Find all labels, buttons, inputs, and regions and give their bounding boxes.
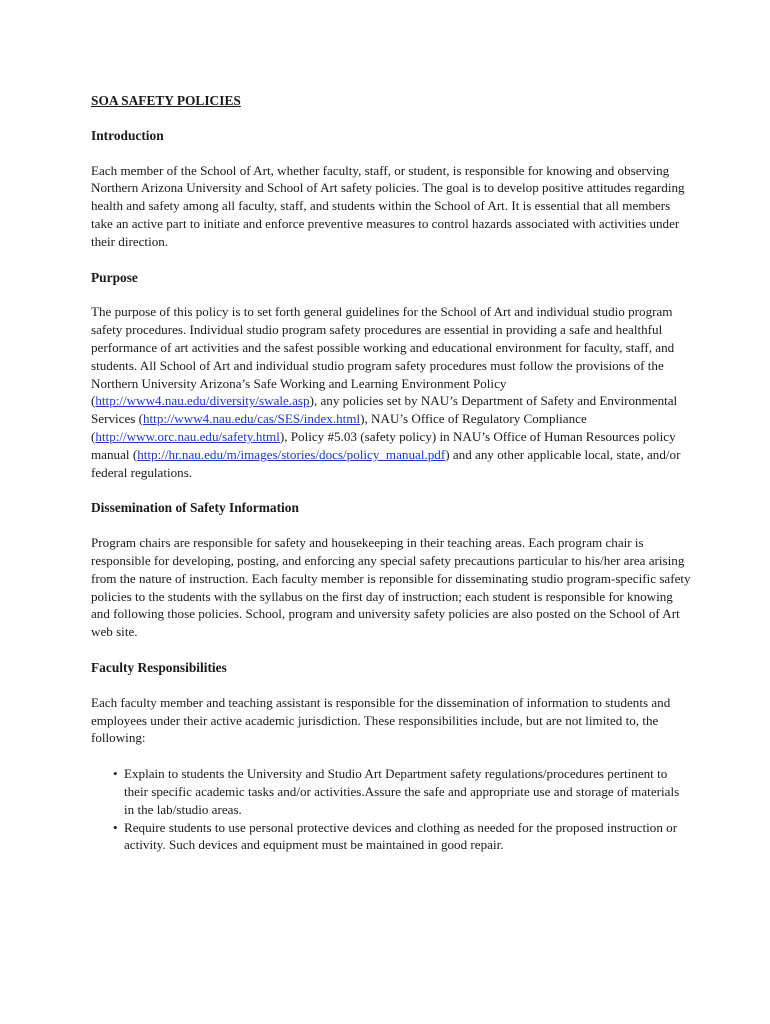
document-title: SOA SAFETY POLICIES bbox=[91, 93, 241, 108]
list-item bbox=[113, 765, 691, 818]
faculty-paragraph: Each faculty member and teaching assistant is responsible for the dissemination of information to students and employees under their active academic jurisdiction. These responsibilities include, but are not limited to, the following: bbox=[91, 694, 671, 746]
bullet-icon: • bbox=[113, 766, 118, 782]
purpose-text-4: ), Policy #5.03 (safety policy) in NAU’s Office of Human Resources policy manual ( bbox=[91, 428, 676, 462]
list-item bbox=[113, 819, 691, 855]
ses-link[interactable]: http://www4.nau.edu/cas/SES/index.html bbox=[143, 411, 361, 427]
swale-policy-link[interactable]: http://www4.nau.edu/diversity/swale.asp bbox=[95, 393, 310, 409]
dissemination-paragraph: Program chairs are responsible for safety and housekeeping in their teaching areas. Each program chair is responsible for developing, posting, and enforcing any special safety precautions particular to his/her area arising from the nature of instruction. Each faculty member is reponsible for disseminating studio program-specific safety policies to the students with the syllabus on the first day of instruction; each student is responsible for knowing and following those policies. School, program and university safety policies are also posted on the School of Art web site. bbox=[91, 535, 691, 640]
purpose-text-1: The purpose of this policy is to set forth general guidelines for the School of Art and individual studio program safety procedures. Individual studio program safety procedures are essential in providing a safe and healthful performance of art activities and the safest possible working and educational environment for faculty, staff, and students. All School of Art and individual studio program safety procedures must follow the provisions of the Northern University Arizona’s Safe Working and Learning Environment Policy ( bbox=[91, 304, 675, 409]
purpose-text-5: ) and any other applicable local, state, and/or federal regulations. bbox=[91, 446, 681, 480]
orc-safety-link[interactable]: http://www.orc.nau.edu/safety.html bbox=[95, 428, 280, 444]
purpose-heading: Purpose bbox=[91, 269, 138, 285]
list-item-text: Require students to use personal protective devices and clothing as needed for the proposed instruction or activity. Such devices and equipment must be maintained in good repair. bbox=[124, 819, 678, 853]
faculty-responsibilities-list bbox=[91, 765, 691, 854]
faculty-heading: Faculty Responsibilities bbox=[91, 659, 227, 675]
bullet-icon: • bbox=[113, 819, 118, 835]
purpose-text-2: ), any policies set by NAU’s Department of Safety and Environmental Services ( bbox=[91, 393, 678, 427]
purpose-text-3: ), NAU’s Office of Regulatory Compliance ( bbox=[91, 411, 587, 444]
purpose-paragraph bbox=[91, 303, 691, 481]
list-item-text: Explain to students the University and Studio Art Department safety regulations/procedures pertinent to their specific academic tasks and/or activities.Assure the safe and appropriate use and storage of materials in the lab/studio areas. bbox=[124, 766, 680, 817]
introduction-paragraph: Each member of the School of Art, whether faculty, staff, or student, is responsible for knowing and observing Northern Arizona University and School of Art safety policies. The goal is to develop positive attitudes regarding health and safety among all faculty, staff, and students within the School of Art. It is essential that all members take an active part to initiate and enforce preventive measures to control hazards associated with activities under their direction. bbox=[91, 162, 685, 249]
policy-manual-link[interactable]: http://hr.nau.edu/m/images/stories/docs/policy_manual.pdf bbox=[137, 446, 446, 462]
document-page bbox=[91, 92, 691, 854]
introduction-heading: Introduction bbox=[91, 127, 164, 143]
dissemination-heading: Dissemination of Safety Information bbox=[91, 500, 299, 516]
